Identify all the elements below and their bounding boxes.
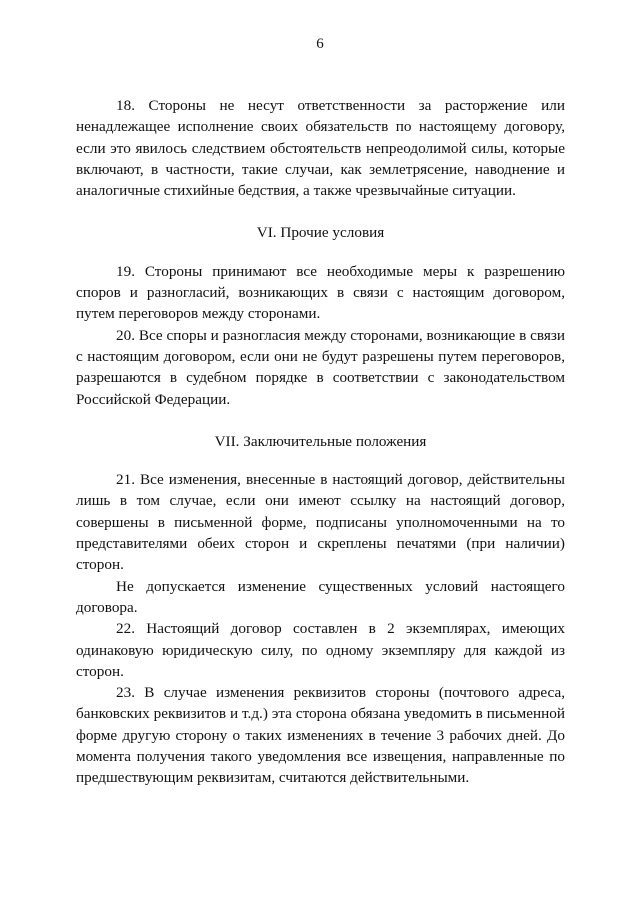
paragraph-19: 19. Стороны принимают все необходимые меры к разрешению споров и разногласий, возникающих в связи с настоящим договором, путем переговоров между сторонами. [76, 262, 565, 323]
paragraph-18: 18. Стороны не несут ответственности за расторжение или ненадлежащее исполнение своих обязательств по настоящему договору, если это явилось следствием обстоятельств непреодолимой силы, которые включают, в частности, такие случаи, как землетрясение, наводнение и аналогичные стихийные бедствия, а также чрезвычайные ситуации. [76, 97, 565, 200]
section-heading-vi: VI. Прочие условия [256, 224, 385, 242]
page-number: 6 [316, 36, 324, 52]
section-heading-vii: VII. Заключительные положения [214, 432, 427, 450]
paragraph-21: 21. Все изменения, внесенные в настоящий договор, действительны лишь в том случае, если они имеют ссылку на настоящий договор, совершены в письменной форме, подписаны уполномоченными на то представителями обеих сторон и скреплены печатями (при наличии) сторон. [76, 471, 565, 574]
document-body [76, 95, 565, 789]
paragraph-20: 20. Все споры и разногласия между сторонами, возникающие в связи с настоящим договором, если они не будут разрешены путем переговоров, разрешаются в судебном порядке в соответствии с законодательством Российской Федерации. [76, 326, 565, 408]
paragraph-22: 22. Настоящий договор составлен в 2 экземплярах, имеющих одинаковую юридическую силу, по одному экземпляру для каждой из сторон. [76, 620, 565, 680]
paragraph-21-note: Не допускается изменение существенных условий настоящего договора. [76, 577, 565, 616]
paragraph-23: 23. В случае изменения реквизитов стороны (почтового адреса, банковских реквизитов и т.д.) эта сторона обязана уведомить в письменной форме другую сторону о таких изменениях в течение 3 рабочих дней. До момента получения такого уведомления все извещения, направленные по предшествующим реквизитам, считаются действительными. [76, 684, 565, 787]
